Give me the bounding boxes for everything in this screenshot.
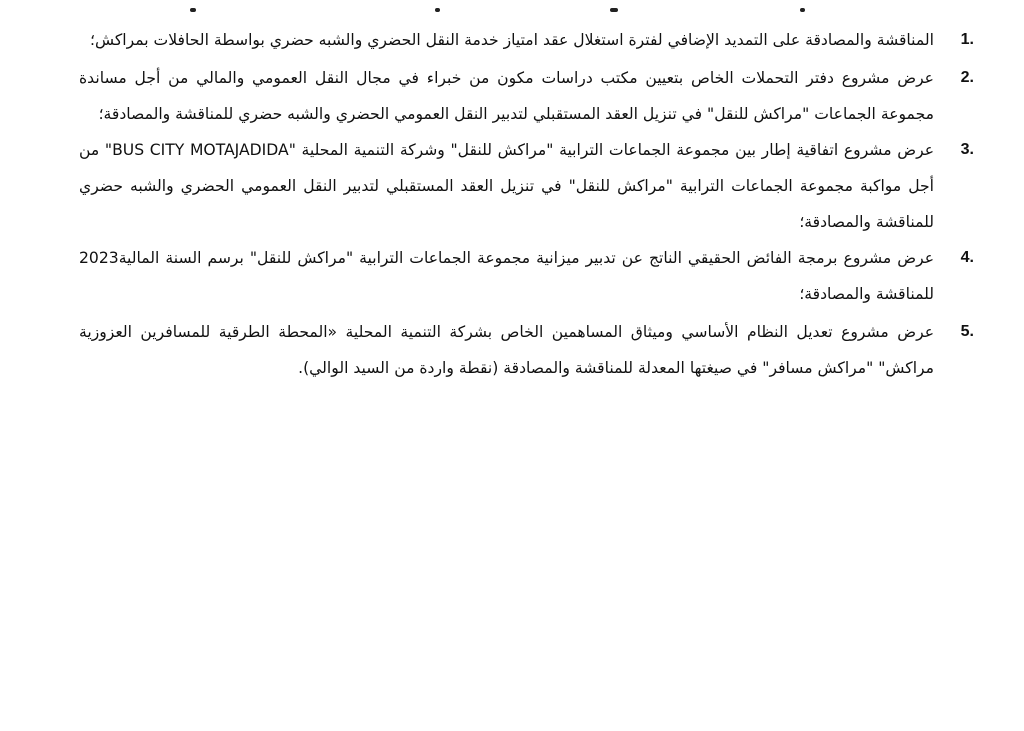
item-text: عرض مشروع تعديل النظام الأساسي وميثاق المساهمين الخاص بشركة التنمية المحلية «المحطة الطرقية للمسافرين العزوزية مراكش" "مراكش مسافر" في صيغتها المعدلة للمناقشة والمصادقة (نقطة واردة من السيد الوالي). xyxy=(79,323,934,377)
item-number: 3. xyxy=(960,141,974,158)
item-text: عرض مشروع دفتر التحملات الخاص بتعيين مكتب دراسات مكون من خبراء في مجال النقل العمومي والمالي من أجل مساندة مجموعة الجماعات "مراكش للنقل" في تنزيل العقد المستقبلي لتدبير النقل العمومي الحضري والشبه حضري للمناقشة والمصادقة؛ xyxy=(79,69,934,123)
item-text: عرض مشروع اتفاقية إطار بين مجموعة الجماعات الترابية "مراكش للنقل" وشركة التنمية المحلية "BUS CITY MOTAJADIDA" من أجل مواكبة مجموعة الجماعات الترابية "مراكش للنقل" في تنزيل العقد المستقبلي لتدبير النقل العمومي الحضري والشبه حضري للمناقشة والمصادقة؛ xyxy=(79,141,934,231)
item-text: المناقشة والمصادقة على التمديد الإضافي لفترة استغلال عقد امتياز خدمة النقل الحضري والشبه حضري بواسطة الحافلات بمراكش؛ xyxy=(90,31,934,49)
agenda-item-4 xyxy=(79,240,974,312)
agenda-item-2 xyxy=(79,60,974,132)
item-number: 5. xyxy=(960,323,974,340)
agenda-list xyxy=(79,22,974,386)
agenda-item-3 xyxy=(79,132,974,240)
cropped-previous-line xyxy=(180,8,940,16)
item-number: 2. xyxy=(960,69,974,86)
item-text: عرض مشروع برمجة الفائض الحقيقي الناتج عن تدبير ميزانية مجموعة الجماعات الترابية "مراكش للنقل" برسم السنة المالية2023 للمناقشة والمصادقة؛ xyxy=(79,249,934,303)
item-number: 4. xyxy=(960,249,974,266)
agenda-item-1 xyxy=(79,22,974,58)
item-number: 1. xyxy=(960,31,974,48)
agenda-item-5 xyxy=(79,314,974,386)
